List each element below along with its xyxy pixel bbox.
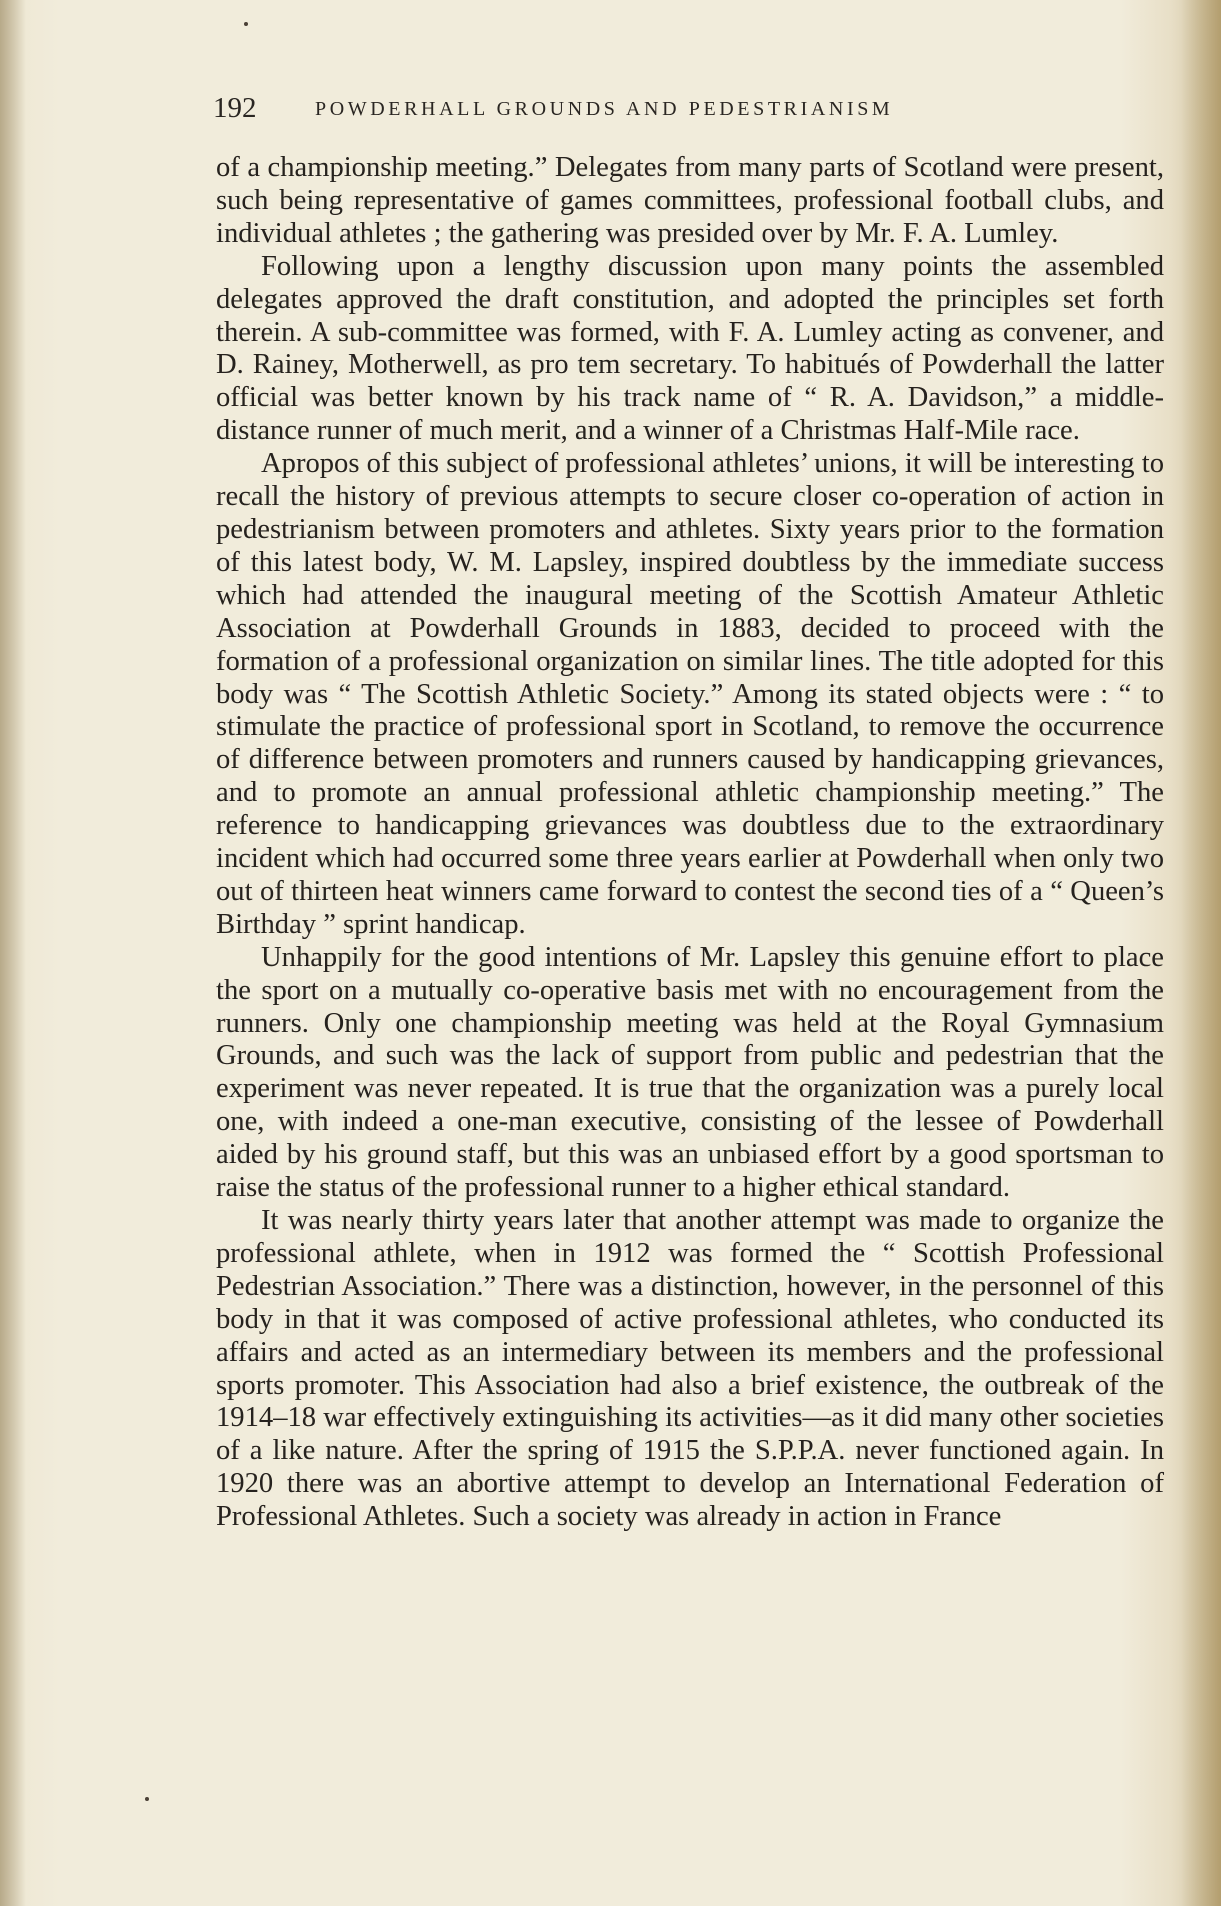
paragraph: Following upon a lengthy discussion upon many points the assembled delegates approved the draft constitution, and adopted the principles set forth therein. A sub-committee was formed, with F. A. Lumley acting as convener, and D. Rainey, Motherwell, as pro tem secretary. To habitués of Powderhall the latter official was better known by his track name of “ R. A. Davidson,” a middle-distance runner of much merit, and a winner of a Christmas Half-Mile race. xyxy=(216,250,1164,447)
paragraph: Unhappily for the good intentions of Mr. Lapsley this genuine effort to place the sport on a mutually co-operative basis met with no encouragement from the runners. Only one championship meeting was held at the Royal Gymnasium Grounds, and such was the lack of support from public and pedestrian that the experiment was never repeated. It is true that the organization was a purely local one, with indeed a one-man executive, consisting of the lessee of Powderhall aided by his ground staff, but this was an unbiased effort by a good sportsman to raise the status of the professional runner to a higher ethical standard. xyxy=(216,941,1164,1204)
page-header xyxy=(213,92,1073,132)
paragraph: of a championship meeting.” Delegates from many parts of Scotland were present, such being representative of games committees, professional football clubs, and individual athletes ; the gathering was presided over by Mr. F. A. Lumley. xyxy=(216,152,1164,249)
running-title: POWDERHALL GROUNDS AND PEDESTRIANISM xyxy=(315,98,894,120)
binding-gutter xyxy=(0,0,26,1906)
paragraph: It was nearly thirty years later that another attempt was made to organize the professional athlete, when in 1912 was formed the “ Scottish Professional Pedestrian Association.” There was a distinction, however, in the personnel of this body in that it was composed of active professional athletes, who conducted its affairs and acted as an intermediary between its members and the professional sports promoter. This Association had also a brief existence, the outbreak of the 1914–18 war effectively extinguishing its activities—as it did many other societies of a like nature. After the spring of 1915 the S.P.P.A. never functioned again. In 1920 there was an abortive attempt to develop an International Federation of Professional Athletes. Such a society was already in action in France xyxy=(216,1205,1164,1533)
paper-speck xyxy=(145,1797,149,1801)
body-text xyxy=(216,152,1164,1534)
paragraph: Apropos of this subject of professional athletes’ unions, it will be interesting to recall the history of previous attempts to secure closer co-operation of action in pedestrianism between promoters and athletes. Sixty years prior to the formation of this latest body, W. M. Lapsley, inspired doubtless by the immediate success which had attended the inaugural meeting of the Scottish Amateur Athletic Association at Powderhall Grounds in 1883, decided to proceed with the formation of a professional organization on similar lines. The title adopted for this body was “ The Scottish Athletic Society.” Among its stated objects were : “ to stimulate the practice of professional sport in Scotland, to remove the occurrence of difference between promoters and runners caused by handicapping grievances, and to promote an annual professional athletic championship meeting.” The reference to handicapping grievances was doubtless due to the extraordinary incident which had occurred some three years earlier at Powderhall when only two out of thirteen heat winners came forward to contest the second ties of a “ Queen’s Birthday ” sprint handicap. xyxy=(216,448,1164,940)
page-edge-stain xyxy=(1181,0,1221,1906)
paper-speck xyxy=(244,22,248,26)
page-number: 192 xyxy=(213,92,257,124)
